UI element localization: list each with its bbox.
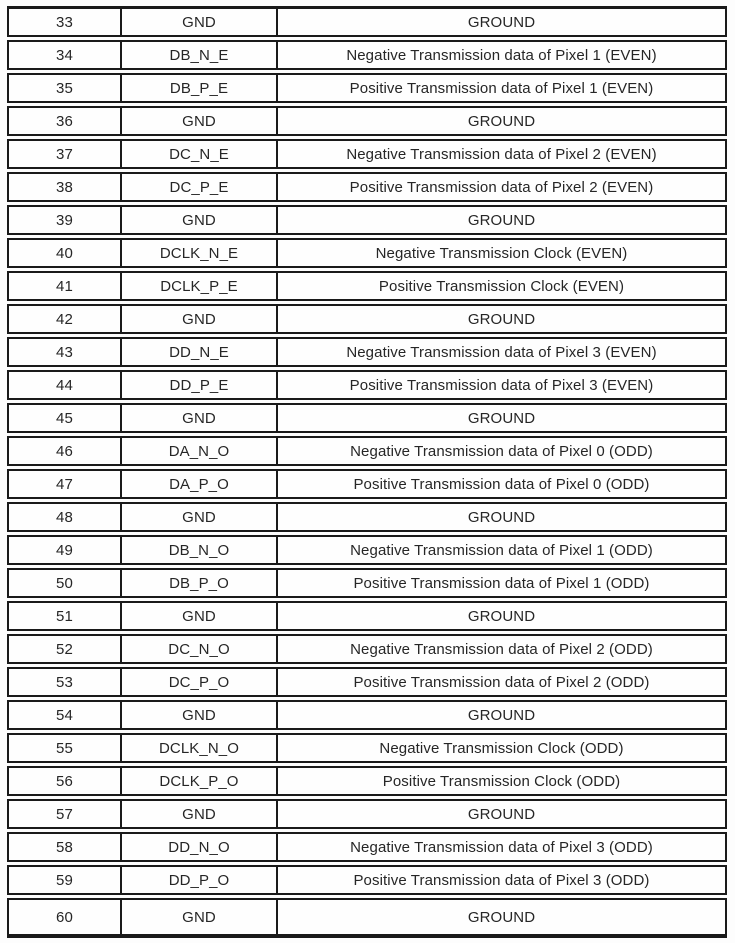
signal-name-cell: GND (122, 603, 278, 629)
table-row (7, 799, 727, 829)
pin-number-cell: 53 (9, 669, 122, 695)
pin-number-cell: 34 (9, 42, 122, 68)
table-row (7, 436, 727, 466)
signal-name-cell: DCLK_P_E (122, 273, 278, 299)
pin-number-cell: 46 (9, 438, 122, 464)
pin-number-cell: 47 (9, 471, 122, 497)
table-row (7, 634, 727, 664)
table-row (7, 865, 727, 895)
table-row (7, 700, 727, 730)
pin-number-cell: 58 (9, 834, 122, 860)
table-row (7, 205, 727, 235)
pin-number-cell: 54 (9, 702, 122, 728)
table-row (7, 337, 727, 367)
pinout-table (7, 6, 727, 938)
signal-name-cell: GND (122, 108, 278, 134)
pin-number-cell: 51 (9, 603, 122, 629)
signal-description-cell: Positive Transmission Clock (ODD) (382, 772, 621, 790)
pin-number-cell: 59 (9, 867, 122, 893)
signal-name-cell: GND (122, 504, 278, 530)
signal-name-cell: GND (122, 900, 278, 934)
pin-number-cell: 40 (9, 240, 122, 266)
table-row (7, 304, 727, 334)
signal-name-cell: GND (122, 702, 278, 728)
signal-description-cell: Negative Transmission data of Pixel 2 (EVEN) (346, 145, 657, 163)
signal-name-cell: DA_P_O (122, 471, 278, 497)
signal-name-cell: DCLK_P_O (122, 768, 278, 794)
pin-number-cell: 60 (9, 900, 122, 934)
table-row (7, 172, 727, 202)
signal-description-cell: Positive Transmission Clock (EVEN) (378, 277, 625, 295)
table-row (7, 469, 727, 499)
signal-description-cell: GROUND (467, 805, 536, 823)
signal-name-cell: GND (122, 801, 278, 827)
table-row (7, 832, 727, 862)
signal-name-cell: DA_N_O (122, 438, 278, 464)
table-row (7, 271, 727, 301)
signal-description-cell: Positive Transmission data of Pixel 0 (ODD) (353, 475, 650, 493)
signal-description-cell: Negative Transmission data of Pixel 2 (ODD) (350, 640, 653, 658)
table-row (7, 898, 727, 938)
signal-description-cell: Negative Transmission data of Pixel 3 (ODD) (350, 838, 653, 856)
table-row (7, 667, 727, 697)
signal-description-cell: Positive Transmission data of Pixel 2 (EVEN) (349, 178, 654, 196)
table-row (7, 535, 727, 565)
pin-number-cell: 52 (9, 636, 122, 662)
pin-number-cell: 45 (9, 405, 122, 431)
signal-description-cell: Negative Transmission data of Pixel 0 (ODD) (350, 442, 653, 460)
signal-name-cell: GND (122, 207, 278, 233)
pin-number-cell: 39 (9, 207, 122, 233)
table-row (7, 238, 727, 268)
signal-name-cell: DB_N_E (122, 42, 278, 68)
signal-name-cell: DC_P_O (122, 669, 278, 695)
pin-number-cell: 43 (9, 339, 122, 365)
signal-description-cell: Positive Transmission data of Pixel 3 (EVEN) (349, 376, 654, 394)
table-row (7, 568, 727, 598)
signal-description-cell: Positive Transmission data of Pixel 3 (ODD) (353, 871, 650, 889)
table-row (7, 502, 727, 532)
signal-description-cell: GROUND (467, 409, 536, 427)
table-row (7, 601, 727, 631)
signal-description-cell: Negative Transmission data of Pixel 3 (EVEN) (346, 343, 657, 361)
signal-description-cell: Positive Transmission data of Pixel 1 (EVEN) (349, 79, 654, 97)
signal-name-cell: DCLK_N_O (122, 735, 278, 761)
signal-description-cell: GROUND (467, 706, 536, 724)
signal-name-cell: DD_P_O (122, 867, 278, 893)
pin-number-cell: 48 (9, 504, 122, 530)
signal-name-cell: DC_P_E (122, 174, 278, 200)
pin-number-cell: 41 (9, 273, 122, 299)
pin-number-cell: 56 (9, 768, 122, 794)
signal-name-cell: GND (122, 405, 278, 431)
signal-name-cell: DC_N_E (122, 141, 278, 167)
signal-name-cell: DD_P_E (122, 372, 278, 398)
pin-number-cell: 42 (9, 306, 122, 332)
pin-number-cell: 33 (9, 9, 122, 35)
table-row (7, 106, 727, 136)
signal-description-cell: Positive Transmission data of Pixel 1 (ODD) (353, 574, 650, 592)
pin-number-cell: 44 (9, 372, 122, 398)
signal-description-cell: GROUND (467, 508, 536, 526)
table-row (7, 370, 727, 400)
signal-description-cell: Negative Transmission data of Pixel 1 (EVEN) (346, 46, 657, 64)
table-row (7, 733, 727, 763)
signal-name-cell: DB_N_O (122, 537, 278, 563)
signal-description-cell: GROUND (467, 211, 536, 229)
signal-description-cell: Negative Transmission Clock (EVEN) (375, 244, 628, 262)
pin-number-cell: 57 (9, 801, 122, 827)
signal-name-cell: DB_P_O (122, 570, 278, 596)
signal-description-cell: GROUND (467, 310, 536, 328)
pin-number-cell: 38 (9, 174, 122, 200)
signal-description-cell: GROUND (467, 13, 536, 31)
pin-number-cell: 49 (9, 537, 122, 563)
pin-number-cell: 55 (9, 735, 122, 761)
signal-name-cell: DCLK_N_E (122, 240, 278, 266)
signal-name-cell: DD_N_E (122, 339, 278, 365)
signal-description-cell: Negative Transmission Clock (ODD) (379, 739, 624, 757)
pin-number-cell: 37 (9, 141, 122, 167)
signal-description-cell: Negative Transmission data of Pixel 1 (ODD) (350, 541, 653, 559)
signal-description-cell: GROUND (467, 908, 536, 926)
signal-name-cell: DB_P_E (122, 75, 278, 101)
signal-name-cell: DD_N_O (122, 834, 278, 860)
pin-number-cell: 36 (9, 108, 122, 134)
table-row (7, 403, 727, 433)
signal-description-cell: GROUND (467, 607, 536, 625)
pin-number-cell: 35 (9, 75, 122, 101)
signal-description-cell: GROUND (467, 112, 536, 130)
table-row (7, 6, 727, 37)
signal-name-cell: DC_N_O (122, 636, 278, 662)
signal-name-cell: GND (122, 9, 278, 35)
table-row (7, 73, 727, 103)
table-row (7, 766, 727, 796)
pin-number-cell: 50 (9, 570, 122, 596)
table-row (7, 40, 727, 70)
signal-description-cell: Positive Transmission data of Pixel 2 (ODD) (353, 673, 650, 691)
table-row (7, 139, 727, 169)
signal-name-cell: GND (122, 306, 278, 332)
